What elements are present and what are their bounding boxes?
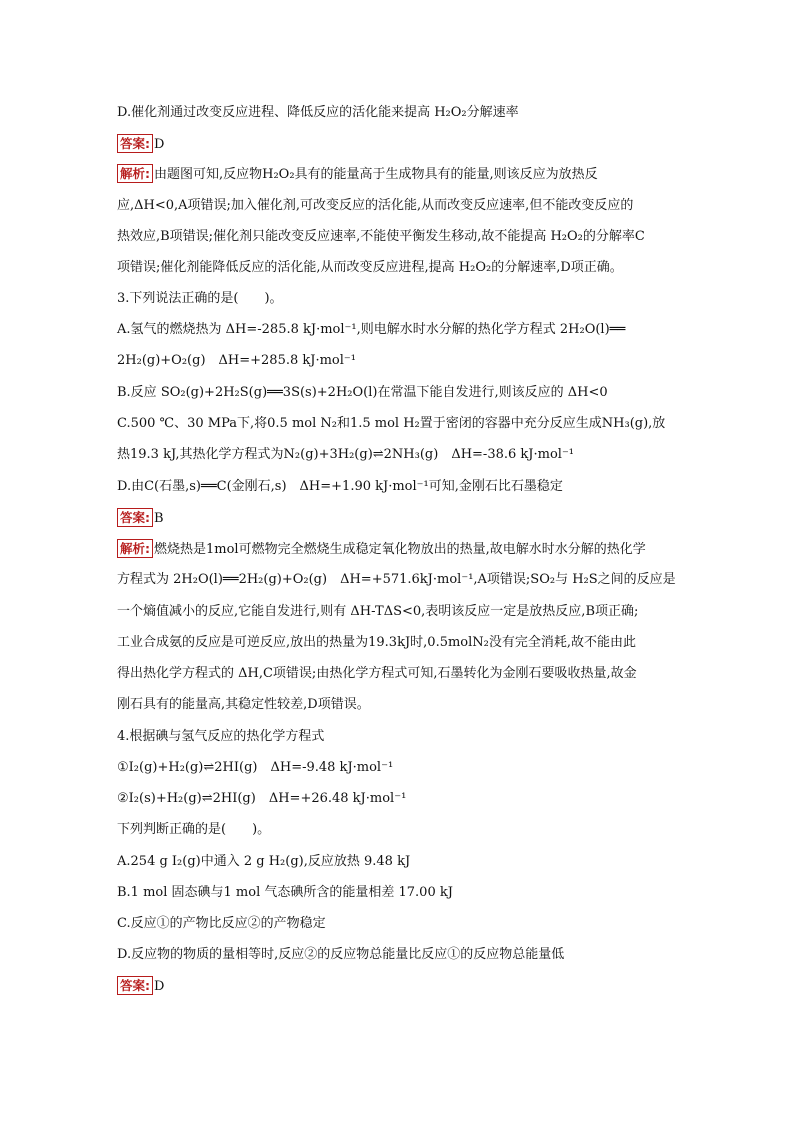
analysis-tag: 解析: <box>117 164 153 183</box>
q2-analysis-line: 解析: 由题图可知,反应物H₂O₂具有的能量高于生成物具有的能量,则该反应为放热反 <box>117 164 598 185</box>
q3-analysis-line: 得出热化学方程式的 ΔH,C项错误;由热化学方程式可知,石墨转化为金刚石要吸收热量,故金 <box>117 666 637 681</box>
q4-prompt: 下列判断正确的是( )。 <box>117 822 271 837</box>
q3-analysis-line: 工业合成氨的反应是可逆反应,放出的热量为19.3kJ时,0.5molN₂没有完全消耗,故不能由此 <box>117 635 637 650</box>
q2-analysis-line: 热效应,B项错误;催化剂只能改变反应速率,不能使平衡发生移动,故不能提高 H₂O₂的分解率C <box>117 229 645 244</box>
q4-option-a: A.254 g I₂(g)中通入 2 g H₂(g),反应放热 9.48 kJ <box>117 854 411 869</box>
q3-option-a: A.氢气的燃烧热为 ΔH=-285.8 kJ·mol⁻¹,则电解水时水分解的热化学方程式 2H₂O(l)══ <box>117 322 626 337</box>
answer-tag: 答案: <box>117 508 153 527</box>
q4-answer <box>117 976 164 997</box>
q3-stem: 3.下列说法正确的是( )。 <box>117 291 283 306</box>
answer-value: D <box>154 137 165 152</box>
q3-analysis-line: 一个熵值减小的反应,它能自发进行,则有 ΔH-TΔS<0,表明该反应一定是放热反应,B项正确; <box>117 604 639 619</box>
q4-option-b: B.1 mol 固态碘与1 mol 气态碘所含的能量相差 17.00 kJ <box>117 885 453 900</box>
q3-answer <box>117 508 164 529</box>
q3-analysis-line: 刚石具有的能量高,其稳定性较差,D项错误。 <box>117 697 370 712</box>
answer-tag: 答案: <box>117 976 153 995</box>
q2-option-d: D.催化剂通过改变反应进程、降低反应的活化能来提高 H₂O₂分解速率 <box>117 105 519 120</box>
q4-option-c: C.反应①的产物比反应②的产物稳定 <box>117 916 326 931</box>
analysis-tag: 解析: <box>117 539 153 558</box>
q2-analysis-line: 项错误;催化剂能降低反应的活化能,从而改变反应进程,提高 H₂O₂的分解速率,D项正确。 <box>117 260 623 275</box>
answer-tag: 答案: <box>117 134 153 153</box>
q2-answer <box>117 134 164 155</box>
q3-option-b: B.反应 SO₂(g)+2H₂S(g)══3S(s)+2H₂O(l)在常温下能自发进行,则该反应的 ΔH<0 <box>117 385 608 400</box>
q3-option-a-cont: 2H₂(g)+O₂(g) ΔH=+285.8 kJ·mol⁻¹ <box>117 353 356 368</box>
q3-option-d: D.由C(石墨,s)══C(金刚石,s) ΔH=+1.90 kJ·mol⁻¹可知,金刚石比石墨稳定 <box>117 479 563 494</box>
q2-analysis-line: 应,ΔH<0,A项错误;加入催化剂,可改变反应的活化能,从而改变反应速率,但不能改变反应的 <box>117 198 634 213</box>
q4-equation-2: ②I₂(s)+H₂(g)⇌2HI(g) ΔH=+26.48 kJ·mol⁻¹ <box>117 791 407 806</box>
q4-stem: 4.根据碘与氢气反应的热化学方程式 <box>117 729 325 744</box>
q3-option-c-cont: 热19.3 kJ,其热化学方程式为N₂(g)+3H₂(g)⇌2NH₃(g) ΔH=-38.6 kJ·mol⁻¹ <box>117 447 575 462</box>
q3-analysis-line: 解析: 燃烧热是1mol可燃物完全燃烧生成稳定氧化物放出的热量,故电解水时水分解的热化学 <box>117 539 646 560</box>
answer-value: D <box>154 979 165 994</box>
q4-equation-1: ①I₂(g)+H₂(g)⇌2HI(g) ΔH=-9.48 kJ·mol⁻¹ <box>117 760 394 775</box>
answer-value: B <box>154 511 164 526</box>
q4-option-d: D.反应物的物质的量相等时,反应②的反应物总能量比反应①的反应物总能量低 <box>117 947 565 962</box>
q3-option-c: C.500 ℃、30 MPa下,将0.5 mol N₂和1.5 mol H₂置于密闭的容器中充分反应生成NH₃(g),放 <box>117 416 666 431</box>
q3-analysis-line: 方程式为 2H₂O(l)══2H₂(g)+O₂(g) ΔH=+571.6kJ·mol⁻¹,A项错误;SO₂与 H₂S之间的反应是 <box>117 572 676 587</box>
